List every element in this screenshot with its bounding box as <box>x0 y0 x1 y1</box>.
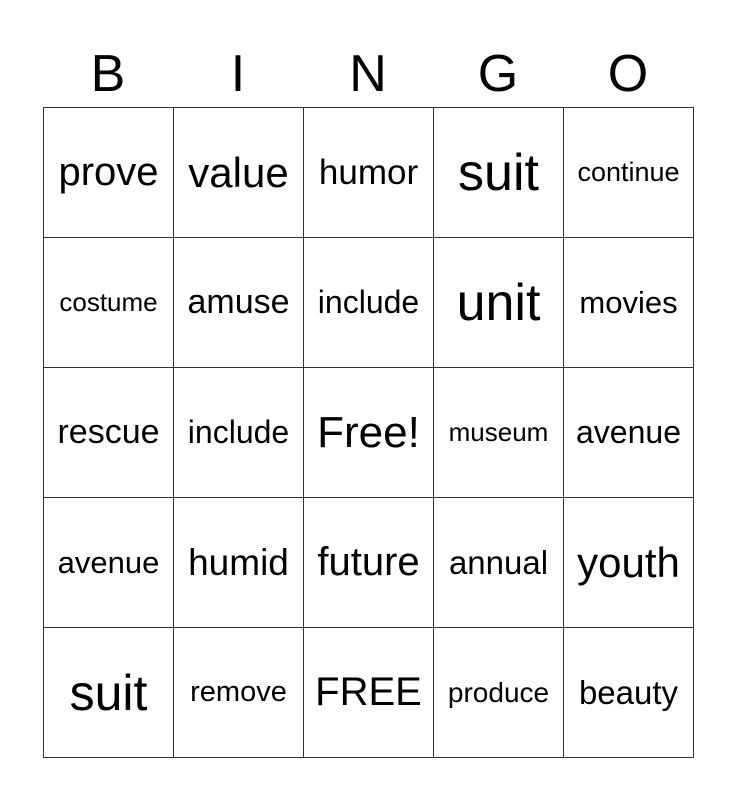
header-letter-o: O <box>607 45 649 103</box>
bingo-cell[interactable]: suit <box>434 108 564 238</box>
bingo-cell[interactable]: movies <box>564 238 694 368</box>
bingo-cell[interactable]: avenue <box>564 368 694 498</box>
bingo-cell[interactable]: humid <box>174 498 304 628</box>
bingo-cell[interactable]: beauty <box>564 628 694 758</box>
bingo-cell[interactable]: include <box>304 238 434 368</box>
bingo-cell[interactable]: future <box>304 498 434 628</box>
bingo-header <box>43 42 693 106</box>
bingo-cell[interactable]: amuse <box>174 238 304 368</box>
bingo-cell free-space[interactable]: Free! <box>304 368 434 498</box>
bingo-cell[interactable]: remove <box>174 628 304 758</box>
bingo-cell[interactable]: produce <box>434 628 564 758</box>
bingo-cell[interactable]: avenue <box>44 498 174 628</box>
bingo-cell[interactable]: rescue <box>44 368 174 498</box>
bingo-cell[interactable]: continue <box>564 108 694 238</box>
bingo-cell[interactable]: humor <box>304 108 434 238</box>
header-letter-n: N <box>349 45 387 103</box>
header-letter-b: B <box>90 45 126 103</box>
bingo-cell[interactable]: value <box>174 108 304 238</box>
bingo-board <box>43 107 694 758</box>
bingo-cell[interactable]: youth <box>564 498 694 628</box>
bingo-cell free-space[interactable]: FREE <box>304 628 434 758</box>
bingo-cell[interactable]: museum <box>434 368 564 498</box>
header-letter-i: I <box>230 45 246 103</box>
bingo-cell[interactable]: prove <box>44 108 174 238</box>
bingo-cell[interactable]: suit <box>44 628 174 758</box>
bingo-cell[interactable]: annual <box>434 498 564 628</box>
bingo-cell[interactable]: costume <box>44 238 174 368</box>
bingo-cell[interactable]: unit <box>434 238 564 368</box>
header-letter-g: G <box>477 45 519 103</box>
bingo-cell[interactable]: include <box>174 368 304 498</box>
